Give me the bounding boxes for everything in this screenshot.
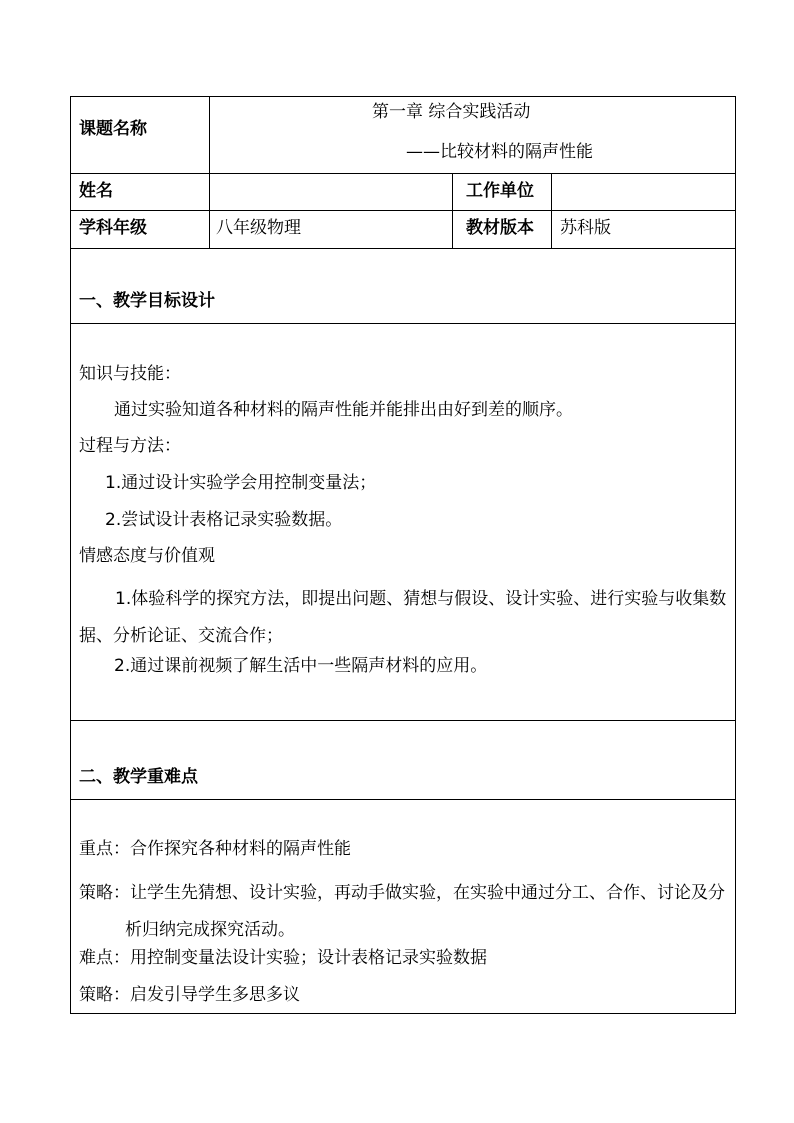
column-divider — [452, 173, 453, 248]
row-divider — [70, 323, 736, 324]
row-divider — [70, 720, 736, 721]
process-item: 2.尝试设计表格记录实验数据。 — [105, 510, 343, 530]
process-item: 1.通过设计实验学会用控制变量法； — [105, 473, 377, 493]
difficulty: 难点：用控制变量法设计实验；设计表格记录实验数据 — [79, 948, 487, 968]
section-heading-key-points: 二、教学重难点 — [79, 767, 198, 787]
work-unit-label: 工作单位 — [466, 181, 534, 201]
row-divider — [70, 799, 736, 800]
process-label: 过程与方法： — [79, 436, 181, 456]
row-divider — [70, 210, 736, 211]
key-strategy: 策略：让学生先猜想、设计实验，再动手做实验，在实验中通过分工、合作、讨论及分析归纳完成探究活动。 — [79, 883, 725, 940]
knowledge-label: 知识与技能： — [79, 364, 181, 384]
lesson-subtitle: ——比较材料的隔声性能 — [406, 142, 593, 162]
name-label: 姓名 — [79, 181, 113, 201]
emotion-item: 1.体验科学的探究方法，即提出问题、猜想与假设、设计实验、进行实验与收集数据、分析论证、交流合作； — [79, 589, 727, 646]
topic-label: 课题名称 — [79, 119, 147, 139]
grade-label: 学科年级 — [79, 218, 147, 238]
row-divider — [70, 173, 736, 174]
column-divider — [209, 96, 210, 248]
grade-value: 八年级物理 — [216, 218, 301, 238]
emotion-item: 2.通过课前视频了解生活中一些隔声材料的应用。 — [114, 656, 488, 676]
emotion-label: 情感态度与价值观 — [79, 546, 215, 566]
difficulty-strategy: 策略：启发引导学生多思多议 — [79, 985, 300, 1005]
key-point: 重点：合作探究各种材料的隔声性能 — [79, 839, 351, 859]
row-divider — [70, 248, 736, 249]
textbook-label: 教材版本 — [466, 218, 534, 238]
column-divider — [551, 173, 552, 248]
textbook-value: 苏科版 — [560, 218, 611, 238]
section-heading-objectives: 一、教学目标设计 — [79, 291, 215, 311]
lesson-title: 第一章 综合实践活动 — [372, 102, 531, 122]
knowledge-text: 通过实验知道各种材料的隔声性能并能排出由好到差的顺序。 — [114, 400, 573, 420]
